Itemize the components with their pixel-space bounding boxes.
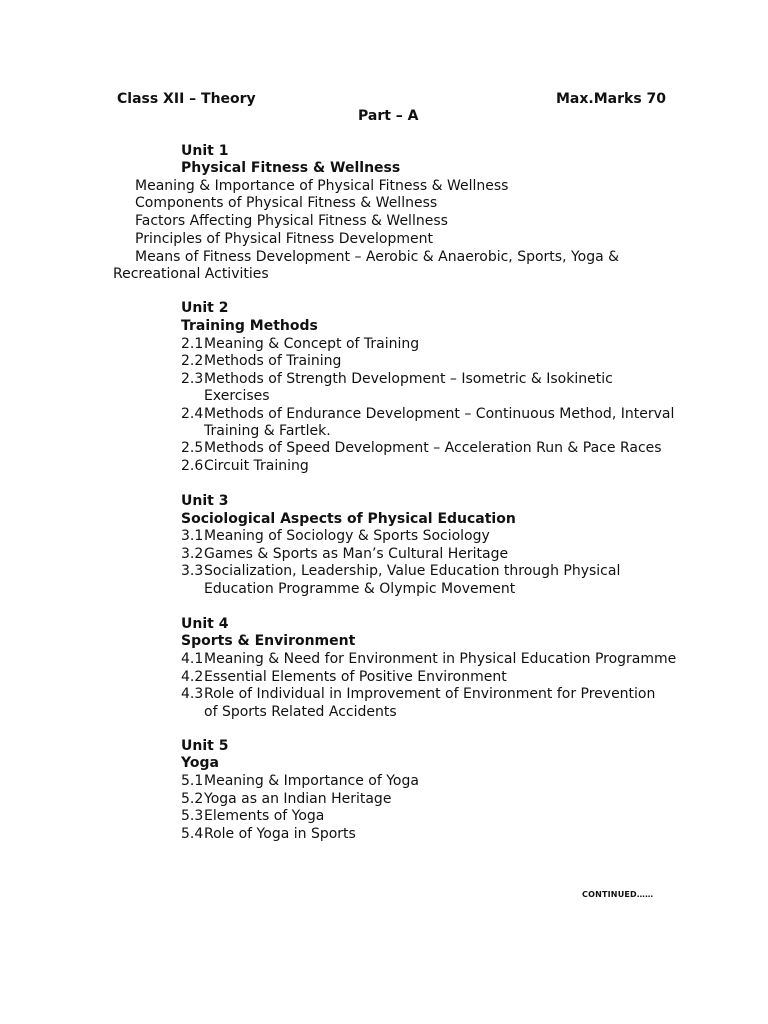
unit1-item: Factors Affecting Physical Fitness & Wellness [135,213,448,229]
item-text: Games & Sports as Man’s Cultural Heritage [204,546,509,562]
item-text: Role of Yoga in Sports [204,826,356,842]
list-item [181,528,490,545]
list-item [181,440,662,457]
list-item [181,686,655,703]
list-item [181,826,356,843]
unit1-subtitle: Physical Fitness & Wellness [181,160,401,176]
item-number: 4.2 [181,669,204,685]
item-number: 5.1 [181,773,204,789]
item-text: Meaning of Sociology & Sports Sociology [204,528,490,544]
unit2-subtitle: Training Methods [181,318,318,334]
item-number: 2.5 [181,440,204,456]
list-item [181,669,507,686]
unit1-item-continued: Recreational Activities [113,266,269,282]
list-item [181,651,676,668]
item-text: Yoga as an Indian Heritage [204,791,392,807]
item-number: 2.3 [181,371,204,387]
item-text: Circuit Training [204,458,309,474]
item-text: Methods of Strength Development – Isometric & Isokinetic [204,371,613,387]
unit1-item: Components of Physical Fitness & Wellness [135,195,438,211]
item-number: 3.1 [181,528,204,544]
unit1-item: Meaning & Importance of Physical Fitness & Wellness [135,178,509,194]
item-number: 2.1 [181,336,204,352]
item-text: Essential Elements of Positive Environment [204,669,507,685]
list-item-continued: Education Programme & Olympic Movement [204,581,516,597]
unit3-subtitle: Sociological Aspects of Physical Education [181,511,516,527]
unit4-subtitle: Sports & Environment [181,633,356,649]
item-text: Methods of Endurance Development – Continuous Method, Interval [204,406,675,422]
item-number: 3.3 [181,563,204,579]
list-item [181,406,674,423]
list-item [181,791,391,808]
item-text: Role of Individual in Improvement of Environment for Prevention [204,686,656,702]
unit2-title: Unit 2 [181,300,229,316]
item-number: 2.4 [181,406,204,422]
item-text: Meaning & Need for Environment in Physical Education Programme [204,651,677,667]
unit3-title: Unit 3 [181,493,229,509]
list-item [181,371,613,388]
list-item [181,563,620,580]
unit4-title: Unit 4 [181,616,229,632]
item-text: Meaning & Concept of Training [204,336,420,352]
list-item [181,336,419,353]
item-number: 2.6 [181,458,204,474]
part-heading: Part – A [358,108,419,124]
unit5-subtitle: Yoga [181,755,219,771]
list-item [181,353,341,370]
list-item [181,808,324,825]
list-item-continued: Training & Fartlek. [204,423,331,439]
unit1-item: Principles of Physical Fitness Development [135,231,433,247]
header-class: Class XII – Theory [117,91,256,107]
continued-note: CONTINUED…… [582,890,654,899]
item-text: Methods of Training [204,353,342,369]
unit1-title: Unit 1 [181,143,229,159]
item-text: Elements of Yoga [204,808,325,824]
list-item-continued: Exercises [204,388,270,404]
item-number: 2.2 [181,353,204,369]
item-text: Socialization, Leadership, Value Education through Physical [204,563,621,579]
item-number: 5.2 [181,791,204,807]
list-item [181,458,309,475]
list-item-continued: of Sports Related Accidents [204,704,397,720]
item-number: 5.4 [181,826,204,842]
unit1-item: Means of Fitness Development – Aerobic & Anaerobic, Sports, Yoga & [135,249,620,265]
item-text: Methods of Speed Development – Acceleration Run & Pace Races [204,440,662,456]
item-number: 3.2 [181,546,204,562]
item-number: 4.3 [181,686,204,702]
unit5-title: Unit 5 [181,738,229,754]
item-number: 5.3 [181,808,204,824]
list-item [181,773,419,790]
item-text: Meaning & Importance of Yoga [204,773,419,789]
list-item [181,546,508,563]
item-number: 4.1 [181,651,204,667]
header-max-marks: Max.Marks 70 [556,91,667,107]
